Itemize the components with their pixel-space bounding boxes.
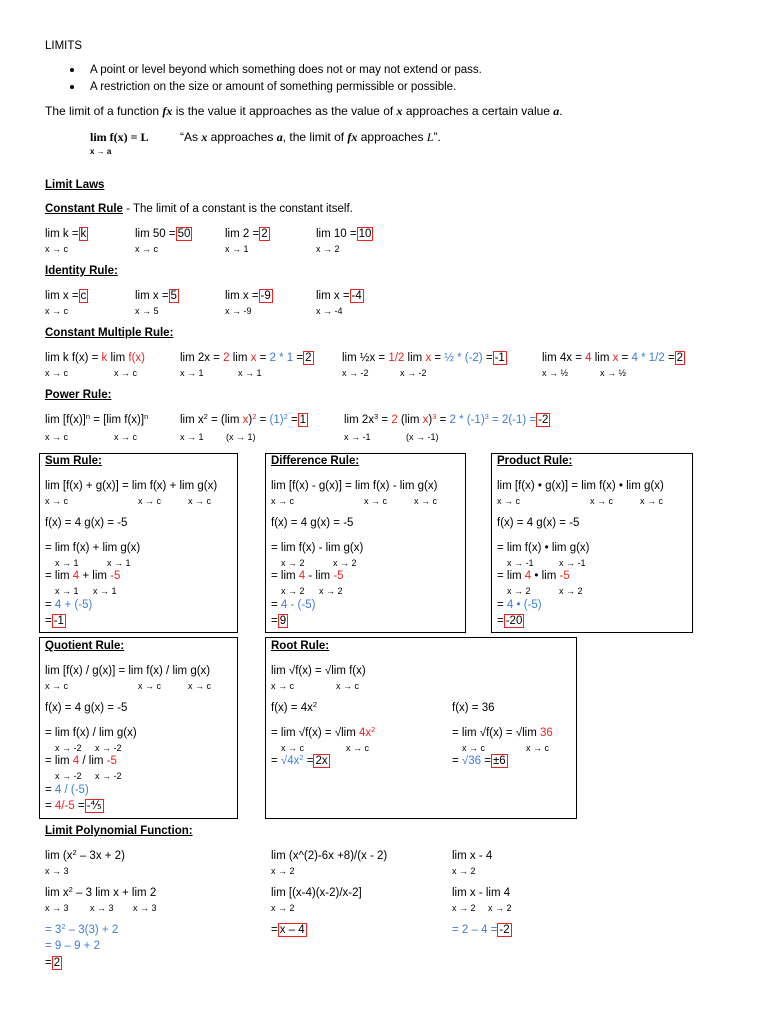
- difference-answer: = 9: [271, 615, 287, 627]
- product-sub: x → c: [590, 496, 614, 506]
- quotient-step-3: = 4 / (-5): [45, 784, 89, 796]
- cm-expr-1: lim k f(x) = k lim f(x): [45, 352, 145, 364]
- constant-sub: x → 1: [225, 244, 249, 254]
- quotient-sub: x → c: [138, 681, 162, 691]
- quotient-sub: x → c: [45, 681, 69, 691]
- constant-item: lim 50 = 50: [135, 228, 191, 240]
- root-given-1: $f(x) = 4x^2$: [271, 700, 318, 714]
- root-step-a2: = $√4x^2 = 2x$: [271, 753, 328, 767]
- poly-sub: x → 3: [133, 903, 157, 913]
- sum-sub: x → 1: [55, 586, 79, 596]
- quotient-sub: x → -2: [55, 743, 82, 753]
- definition-quote: “As x approaches a, the limit of fx approaches L”.: [180, 130, 441, 144]
- sum-given: f(x) = 4 g(x) = -5: [45, 517, 128, 529]
- cm-sub: x → 1: [238, 368, 262, 378]
- difference-sub: x → c: [364, 496, 388, 506]
- product-sub: x → c: [640, 496, 664, 506]
- bullet-marker: [70, 85, 74, 89]
- polynomial-heading: Limit Polynomial Function:: [45, 825, 193, 837]
- quotient-sub: x → -2: [95, 743, 122, 753]
- identity-sub: x → -9: [225, 306, 252, 316]
- root-sub: x → c: [346, 743, 370, 753]
- limit-definition-sub: x → a: [90, 147, 112, 156]
- bullet-1: A point or level beyond which something does not or may not extend or pass.: [90, 64, 482, 76]
- sum-sub: x → c: [45, 496, 69, 506]
- sum-step-2: = lim 4 + lim -5: [45, 570, 121, 582]
- power-sub: x → -1: [344, 432, 371, 442]
- root-sub: x → c: [271, 681, 295, 691]
- poly-col2-line1: lim (x^(2)-6x +8)/(x - 2): [271, 850, 388, 862]
- root-sub: x → c: [526, 743, 550, 753]
- power-expr-1: $\lim [f(x)]^n = [\lim$ f(x)]$^n$: [45, 412, 149, 426]
- identity-sub: x → -4: [316, 306, 343, 316]
- sum-step-1: = lim f(x) + lim g(x): [45, 542, 141, 554]
- power-sub: (x → -1): [406, 432, 439, 442]
- constant-item: lim 10 = 10: [316, 228, 372, 240]
- poly-sub: x → 2: [271, 903, 295, 913]
- power-expr-3: $\lim 2x^3 = 2$ (lim $x)^3 = 2 * (-1)^3 = 2(-1) = -2$: [344, 412, 549, 426]
- poly-col1-answer: = 2: [45, 957, 61, 969]
- power-rule-heading: Power Rule:: [45, 389, 112, 401]
- root-step-b2: = √36 = ±6: [452, 755, 506, 767]
- product-rule-heading: Product Rule:: [497, 455, 573, 467]
- page-title: LIMITS: [45, 40, 83, 52]
- difference-step-2: = lim 4 - lim -5: [271, 570, 344, 582]
- sum-sub: x → c: [188, 496, 212, 506]
- poly-sub: x → 2: [271, 866, 295, 876]
- constant-sub: x → c: [135, 244, 159, 254]
- difference-sub: x → c: [414, 496, 438, 506]
- root-sub: x → c: [281, 743, 305, 753]
- limit-definition: lim f(x) = L: [90, 130, 149, 144]
- poly-col3-answer: = 2 – 4 = -2: [452, 924, 510, 936]
- quotient-sub: x → c: [188, 681, 212, 691]
- difference-given: f(x) = 4 g(x) = -5: [271, 517, 354, 529]
- poly-sub: x → 3: [90, 903, 114, 913]
- constant-sub: x → 2: [316, 244, 340, 254]
- product-step-2: = lim 4 • lim -5: [497, 570, 570, 582]
- power-expr-2: $\lim x^2 = (\lim$ $x)^2 = (1)^2 = 1$: [180, 412, 307, 426]
- difference-sub: x → 2: [319, 586, 343, 596]
- poly-col2-line2: lim [(x-4)(x-2)/x-2]: [271, 887, 362, 899]
- identity-item: lim x = c: [45, 290, 87, 302]
- cm-sub: x → ½: [600, 368, 627, 378]
- identity-item: lim x = -4: [316, 290, 362, 302]
- constant-rule-line: Constant Rule - The limit of a constant is the constant itself.: [45, 203, 353, 215]
- root-sub: x → c: [462, 743, 486, 753]
- product-sub: x → -1: [507, 558, 534, 568]
- sum-rule-heading: Sum Rule:: [45, 455, 102, 467]
- quotient-answer: = 4/-5 = -⅘: [45, 800, 102, 812]
- cm-sub: x → c: [114, 368, 138, 378]
- quotient-step-2: = lim 4 / lim -5: [45, 755, 117, 767]
- constant-item: lim 2 = 2: [225, 228, 268, 240]
- difference-law: lim [f(x) - g(x)] = lim f(x) - lim g(x): [271, 480, 438, 492]
- power-sub: (x → 1): [226, 432, 256, 442]
- cm-sub: x → c: [45, 368, 69, 378]
- product-answer: = -20: [497, 615, 523, 627]
- poly-col1-line2: $\lim x^2 - 3$ lim x + lim 2: [45, 885, 157, 899]
- root-law: lim √f(x) = √lim f(x): [271, 665, 366, 677]
- difference-step-3: = 4 - (-5): [271, 599, 316, 611]
- limit-laws-heading: Limit Laws: [45, 179, 105, 191]
- cm-sub: x → -2: [400, 368, 427, 378]
- quotient-sub: x → -2: [55, 771, 82, 781]
- root-sub: x → c: [336, 681, 360, 691]
- difference-rule-heading: Difference Rule:: [271, 455, 360, 467]
- root-step-a1: = lim √f(x) = √lim $4x^2$: [271, 725, 376, 739]
- poly-col1-line3: = $3^2 - 3(3) + 2$: [45, 922, 119, 936]
- quotient-step-1: = lim f(x) / lim g(x): [45, 727, 137, 739]
- sum-step-3: = 4 + (-5): [45, 599, 93, 611]
- quotient-given: f(x) = 4 g(x) = -5: [45, 702, 128, 714]
- sum-answer: = -1: [45, 615, 64, 627]
- product-law: lim [f(x) • g(x)] = lim f(x) • lim g(x): [497, 480, 664, 492]
- difference-sub: x → 2: [281, 586, 305, 596]
- poly-sub: x → 2: [452, 866, 476, 876]
- product-sub: x → 2: [507, 586, 531, 596]
- root-rule-heading: Root Rule:: [271, 640, 330, 652]
- identity-rule-heading: Identity Rule:: [45, 265, 118, 277]
- quotient-law: lim [f(x) / g(x)] = lim f(x) / lim g(x): [45, 665, 211, 677]
- poly-sub: x → 2: [452, 903, 476, 913]
- product-given: f(x) = 4 g(x) = -5: [497, 517, 580, 529]
- quotient-sub: x → -2: [95, 771, 122, 781]
- cm-sub: x → -2: [342, 368, 369, 378]
- poly-col1-line1: $\lim (x^2 - 3x + 2)$: [45, 848, 125, 862]
- bullet-marker: [70, 68, 74, 72]
- difference-sub: x → 2: [281, 558, 305, 568]
- sum-sub: x → 1: [93, 586, 117, 596]
- product-sub: x → 2: [559, 586, 583, 596]
- bullet-2: A restriction on the size or amount of something permissible or possible.: [90, 81, 457, 93]
- identity-item: lim x = -9: [225, 290, 271, 302]
- root-given-2: f(x) = 36: [452, 702, 495, 714]
- cm-expr-3: lim ½x = 1/2 lim x = ½ * (-2) = -1: [342, 352, 505, 364]
- constant-item: lim k = k: [45, 228, 87, 240]
- poly-sub: x → 3: [45, 903, 69, 913]
- poly-col1-line4: = 9 – 9 + 2: [45, 940, 100, 952]
- product-step-1: = lim f(x) • lim g(x): [497, 542, 590, 554]
- identity-sub: x → c: [45, 306, 69, 316]
- power-sub: x → c: [114, 432, 138, 442]
- poly-sub: x → 3: [45, 866, 69, 876]
- constant-multiple-heading: Constant Multiple Rule:: [45, 327, 174, 339]
- identity-sub: x → 5: [135, 306, 159, 316]
- sum-sub: x → 1: [55, 558, 79, 568]
- difference-step-1: = lim f(x) - lim g(x): [271, 542, 364, 554]
- sum-law: lim [f(x) + g(x)] = lim f(x) + lim g(x): [45, 480, 218, 492]
- difference-sub: x → 2: [333, 558, 357, 568]
- cm-sub: x → ½: [542, 368, 569, 378]
- root-step-b1: = lim √f(x) = √lim 36: [452, 727, 553, 739]
- product-sub: x → c: [497, 496, 521, 506]
- quotient-rule-heading: Quotient Rule:: [45, 640, 125, 652]
- power-sub: x → c: [45, 432, 69, 442]
- sum-sub: x → 1: [107, 558, 131, 568]
- cm-expr-4: lim 4x = 4 lim x = 4 * 1/2 = 2: [542, 352, 684, 364]
- poly-sub: x → 2: [488, 903, 512, 913]
- poly-col2-answer: = x – 4: [271, 924, 305, 936]
- poly-col3-line1: lim x - 4: [452, 850, 493, 862]
- product-step-3: = 4 • (-5): [497, 599, 542, 611]
- power-sub: x → 1: [180, 432, 204, 442]
- sum-sub: x → c: [138, 496, 162, 506]
- identity-item: lim x = 5: [135, 290, 177, 302]
- intro-text: The limit of a function fx is the value it approaches as the value of x approaches a certain value a.: [45, 104, 563, 118]
- poly-col3-line2: lim x - lim 4: [452, 887, 511, 899]
- cm-expr-2: lim 2x = 2 lim x = 2 * 1 = 2: [180, 352, 312, 364]
- constant-sub: x → c: [45, 244, 69, 254]
- cm-sub: x → 1: [180, 368, 204, 378]
- product-sub: x → -1: [559, 558, 586, 568]
- difference-sub: x → c: [271, 496, 295, 506]
